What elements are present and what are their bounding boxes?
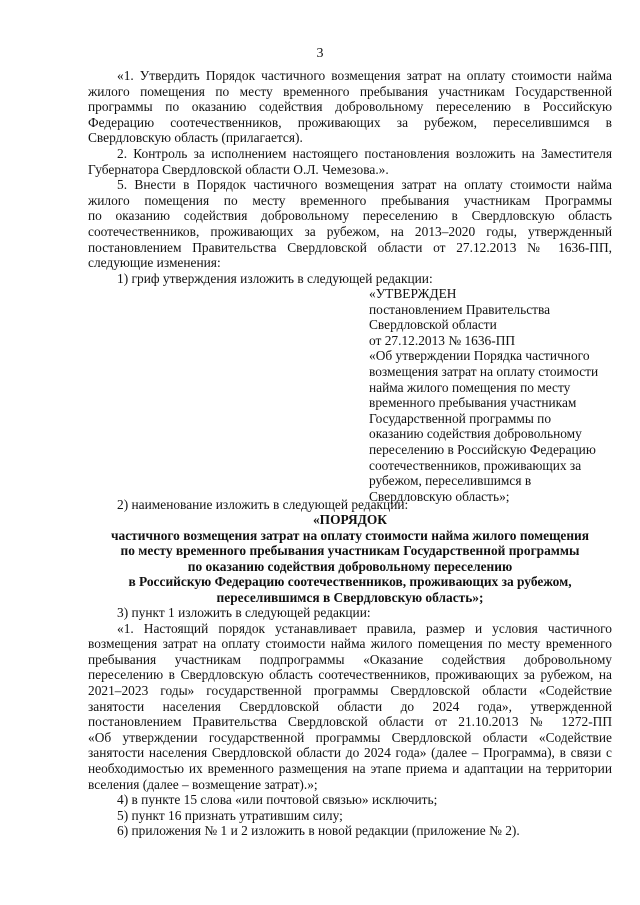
stamp-line: «УТВЕРЖДЕН — [369, 286, 457, 301]
title-line: частичного возмещения затрат на оплату стоимости найма жилого помещения — [110, 527, 589, 543]
text-line: 5) пункт 16 признать утратившим силу; — [117, 807, 343, 823]
text-line: 4) в пункте 15 слова «или почтовой связью» исключить; — [117, 792, 438, 808]
text-line: Губернатора Свердловской области О.Л. Чемезова.». — [88, 161, 389, 177]
text-line: «Об утверждении государственной программы Свердловской области «Содействие — [88, 729, 612, 745]
stamp-line: рубежом, переселившимся в — [369, 473, 532, 489]
item-2 — [88, 497, 612, 513]
text-line: пребывания участникам подпрограммы «Оказание содействия добровольному — [88, 651, 612, 667]
stamp-line: постановлением Правительства — [369, 301, 551, 317]
text-line: занятости населения Свердловской области до 2024 года» (далее – Программа), в связи с — [88, 745, 612, 761]
text-line: 3) пункт 1 изложить в следующей редакции: — [117, 605, 371, 620]
stamp-line: оказанию содействия добровольному — [369, 426, 582, 442]
text-line: жилого помещения по месту временного пребывания участникам Программы — [88, 192, 612, 208]
stamp-line: найма жилого помещения по месту — [369, 379, 571, 395]
text-line: возмещения затрат на оплату стоимости найма жилого помещения по месту временного — [88, 636, 612, 652]
approval-stamp — [369, 286, 619, 504]
document-title — [88, 512, 612, 606]
text-line: Федерацию соотечественников, проживающих за рубежом, переселившимся в — [88, 114, 612, 130]
text-line: 2021–2023 годы» государственной программы Свердловской области «Содействие — [88, 682, 612, 698]
title-line: по месту временного пребывания участникам Государственной программы — [120, 543, 580, 559]
title-line: в Российскую Федерацию соотечественников, проживающих за рубежом, — [128, 574, 572, 590]
stamp-line: Государственной программы по — [369, 410, 552, 426]
text-line: переселению в Свердловскую область соотечественников, проживающих за рубежом, на — [88, 667, 612, 683]
stamp-line: временного пребывания участникам — [369, 395, 577, 411]
text-line: необходимостью их временного размещения на этапе приема и адаптации на территории — [88, 760, 612, 776]
stamp-line: переселению в Российскую Федерацию — [369, 441, 596, 457]
text-line: занятости населения Свердловской области до 2024 года», утвержденной — [88, 698, 612, 714]
text-line: соотечественников, проживающих за рубежом, на 2013–2020 годы, утвержденный — [88, 223, 612, 239]
stamp-line: возмещения затрат на оплату стоимости — [369, 363, 599, 379]
text-line: 2) наименование изложить в следующей редакции: — [117, 497, 409, 512]
paragraphs-block-1 — [88, 68, 612, 286]
text-line: следующие изменения: — [88, 255, 221, 271]
title-line: «ПОРЯДОК — [312, 512, 388, 527]
stamp-line: Свердловской области — [369, 317, 497, 333]
title-line: переселившимся в Свердловскую область»; — [216, 589, 484, 605]
text-line: «1. Утвердить Порядок частичного возмещения затрат на оплату стоимости найма — [117, 68, 612, 83]
text-line: 1) гриф утверждения изложить в следующей редакции: — [117, 270, 433, 286]
stamp-line: от 27.12.2013 № 1636-ПП — [369, 332, 516, 348]
text-line: 6) приложения № 1 и 2 изложить в новой редакции (приложение № 2). — [117, 823, 520, 839]
title-line: по оказанию содействия добровольному переселению — [187, 558, 513, 574]
text-line: 5. Внести в Порядок частичного возмещения затрат на оплату стоимости найма — [117, 177, 612, 193]
text-line: вселения (далее – возмещение затрат).»; — [88, 776, 318, 792]
text-line: жилого помещения по месту временного пребывания участникам Государственной — [88, 83, 612, 99]
text-line: «1. Настоящий порядок устанавливает правила, размер и условия частичного — [117, 620, 612, 636]
text-line: Свердловскую область (прилагается). — [88, 130, 303, 146]
stamp-line: соотечественников, проживающих за — [369, 457, 582, 473]
text-line: постановлением Правительства Свердловской области от 21.10.2013 № 1272-ПП — [88, 714, 612, 730]
text-line: 2. Контроль за исполнением настоящего постановления возложить на Заместителя — [117, 145, 612, 161]
paragraphs-block-2 — [88, 605, 612, 839]
page-number: 3 — [316, 46, 324, 61]
text-line: программы по оказанию содействия добровольному переселению в Российскую — [88, 99, 612, 115]
text-line: по оказанию содействия добровольному переселению в Свердловскую область — [88, 208, 612, 224]
stamp-line: Свердловскую область»; — [369, 488, 510, 504]
text-line: постановлением Правительства Свердловской области от 27.12.2013 № 1636-ПП, — [88, 239, 612, 255]
stamp-line: «Об утверждении Порядка частичного — [369, 348, 590, 364]
